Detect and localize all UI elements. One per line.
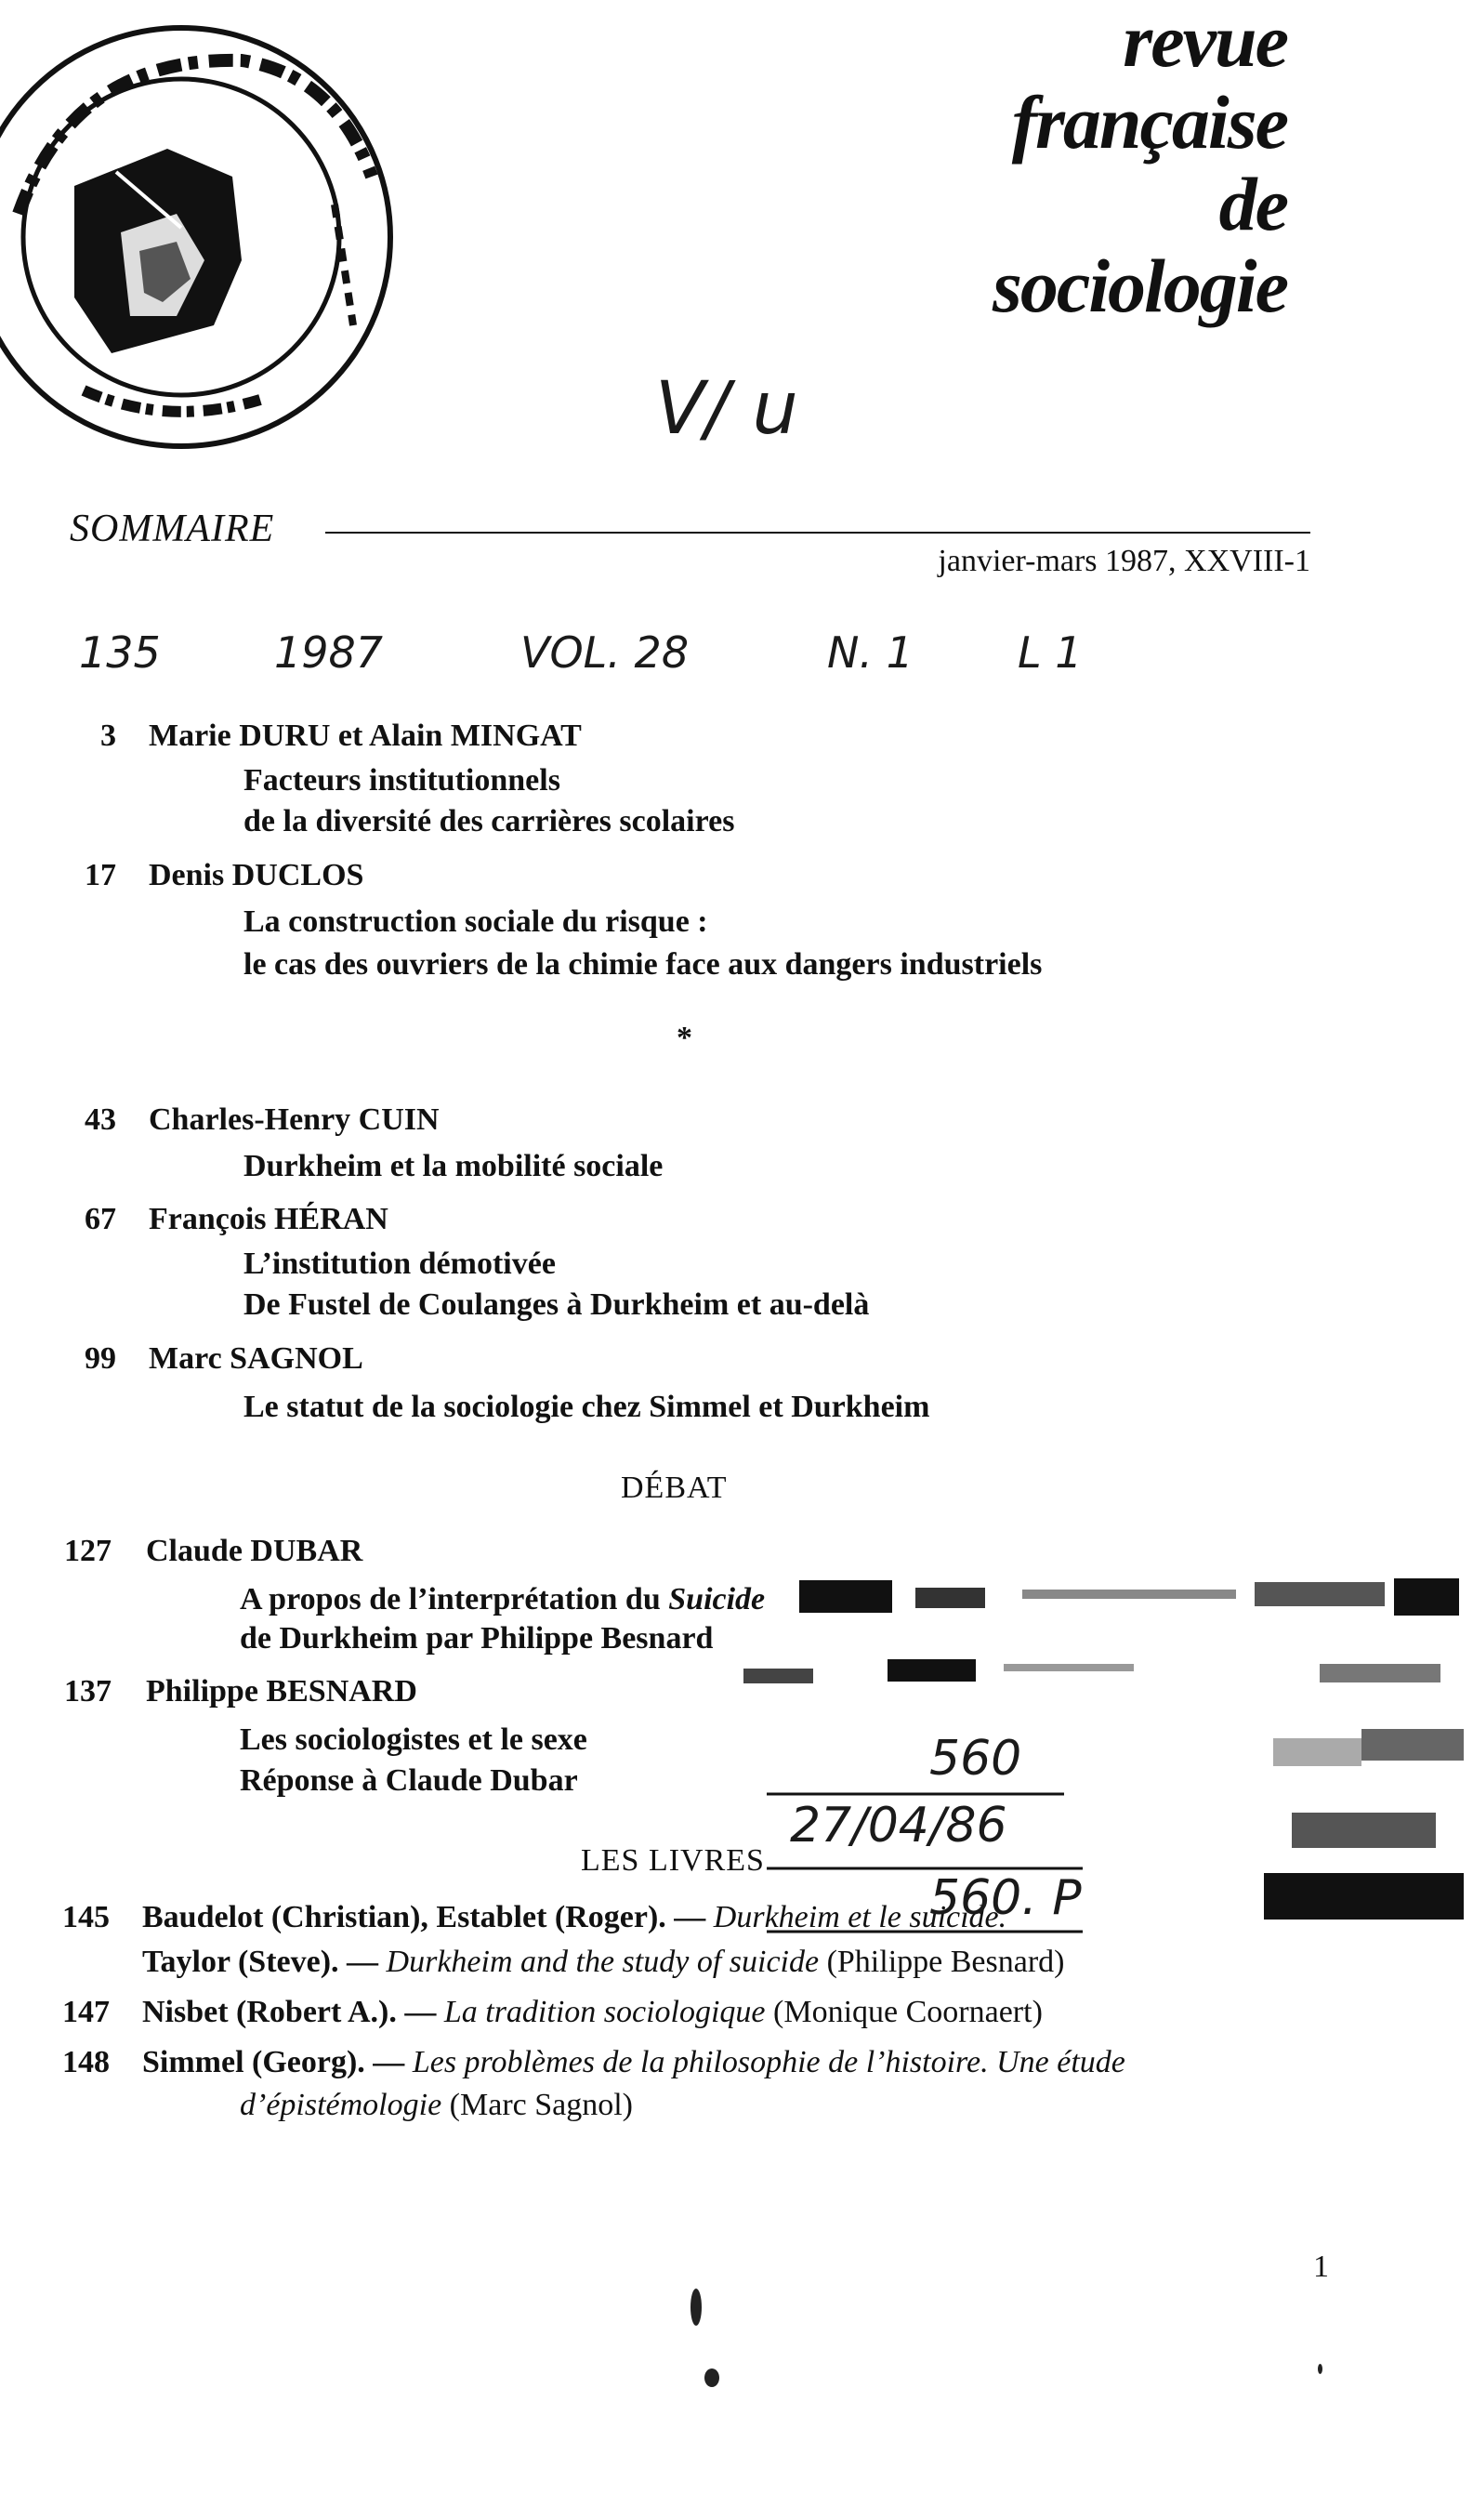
book-page-number: 148 bbox=[62, 2045, 110, 2079]
page-number: 1 bbox=[1313, 2250, 1329, 2284]
handwritten-code-shelf: L 1 bbox=[1018, 627, 1083, 678]
toc-title-line: Réponse à Claude Dubar bbox=[240, 1763, 578, 1798]
book-title: Durkheim et le suicide. bbox=[713, 1900, 1007, 1934]
book-reviewer: (Marc Sagnol) bbox=[449, 2088, 633, 2122]
toc-author: Marc SAGNOL bbox=[149, 1341, 363, 1376]
toc-title-line: La construction sociale du risque : bbox=[243, 904, 708, 939]
toc-page-number: 137 bbox=[64, 1674, 112, 1709]
toc-page-number: 17 bbox=[85, 858, 116, 892]
handwritten-code-volume: VOL. 28 bbox=[520, 627, 690, 678]
toc-page-number: 43 bbox=[85, 1102, 116, 1137]
scan-speck bbox=[704, 2368, 719, 2387]
toc-author: Claude DUBAR bbox=[146, 1534, 363, 1568]
book-line bbox=[142, 1945, 1064, 1980]
book-title: d’épistémologie bbox=[240, 2088, 442, 2122]
toc-page-number: 127 bbox=[64, 1534, 112, 1568]
sommaire-rule bbox=[325, 532, 1310, 534]
book-line bbox=[142, 2045, 1125, 2080]
toc-title-line bbox=[240, 1579, 765, 1620]
toc-title-line: De Fustel de Coulanges à Durkheim et au-delà bbox=[243, 1287, 870, 1322]
toc-title-line: de la diversité des carrières scolaires bbox=[243, 804, 735, 838]
book-title: Durkheim and the study of suicide bbox=[386, 1945, 820, 1979]
handwritten-code-issue: N. 1 bbox=[827, 627, 914, 678]
toc-author: Marie DURU et Alain MINGAT bbox=[149, 719, 582, 753]
toc-title-line: Le statut de la sociologie chez Simmel et Durkheim bbox=[243, 1390, 930, 1424]
stamp-accession-number: 560 bbox=[929, 1731, 1022, 1787]
toc-title-text: A propos de l’interprétation du bbox=[240, 1582, 661, 1616]
toc-title-line: Durkheim et la mobilité sociale bbox=[243, 1149, 664, 1183]
book-line bbox=[142, 1995, 1043, 2030]
book-line bbox=[240, 2088, 633, 2123]
book-authors: Nisbet (Robert A.). — bbox=[142, 1995, 437, 2029]
book-authors: Taylor (Steve). — bbox=[142, 1945, 379, 1979]
toc-author: Charles-Henry CUIN bbox=[149, 1102, 440, 1137]
toc-title-line: Facteurs institutionnels bbox=[243, 763, 560, 798]
sommaire-heading: SOMMAIRE bbox=[70, 508, 275, 550]
scan-speck bbox=[1318, 2364, 1322, 2374]
stamp-date: 27/04/86 bbox=[790, 1798, 1007, 1854]
book-reviewer: (Monique Coornaert) bbox=[773, 1995, 1043, 2029]
toc-page-number: 99 bbox=[85, 1341, 116, 1376]
toc-author: François HÉRAN bbox=[149, 1202, 388, 1236]
toc-author: Denis DUCLOS bbox=[149, 858, 364, 892]
scan-speck bbox=[690, 2289, 702, 2326]
toc-page-number: 67 bbox=[85, 1202, 116, 1236]
book-authors: Baudelot (Christian), Establet (Roger). — bbox=[142, 1900, 706, 1934]
masthead-line-de: de bbox=[1218, 162, 1287, 246]
toc-title-line: le cas des ouvriers de la chimie face aux dangers industriels bbox=[243, 947, 1043, 982]
toc-title-line: Les sociologistes et le sexe bbox=[240, 1722, 587, 1757]
library-accession-stamp bbox=[743, 1571, 1468, 1943]
masthead-line-francaise: française bbox=[1011, 80, 1287, 165]
toc-page-number: 3 bbox=[100, 719, 116, 753]
book-title: La tradition sociologique bbox=[443, 1995, 766, 2029]
book-reviewer: (Philippe Besnard) bbox=[826, 1945, 1065, 1979]
book-page-number: 145 bbox=[62, 1900, 110, 1934]
book-title: Les problèmes de la philosophie de l’histoire. Une étude bbox=[412, 2045, 1125, 2079]
journal-masthead bbox=[897, 0, 1287, 327]
book-authors: Simmel (Georg). — bbox=[142, 2045, 405, 2079]
masthead-line-sociologie: sociologie bbox=[992, 244, 1287, 328]
issue-date: janvier-mars 1987, XXVIII-1 bbox=[938, 544, 1310, 578]
library-seal-stamp bbox=[0, 19, 400, 455]
masthead-line-revue: revue bbox=[1123, 0, 1287, 83]
toc-title-italic: Suicide bbox=[668, 1582, 766, 1616]
handwritten-code-number: 135 bbox=[79, 627, 161, 678]
section-separator: * bbox=[677, 1021, 692, 1055]
book-page-number: 147 bbox=[62, 1995, 110, 2029]
handwritten-mark: V/ u bbox=[655, 367, 798, 451]
toc-title-line: de Durkheim par Philippe Besnard bbox=[240, 1621, 714, 1656]
stamp-reference: 560. P bbox=[929, 1870, 1082, 1926]
section-heading-livres: LES LIVRES bbox=[581, 1843, 765, 1878]
toc-author: Philippe BESNARD bbox=[146, 1674, 417, 1709]
handwritten-code-year: 1987 bbox=[274, 627, 384, 678]
toc-title-line: L’institution démotivée bbox=[243, 1247, 556, 1281]
section-heading-debat: DÉBAT bbox=[621, 1471, 728, 1505]
